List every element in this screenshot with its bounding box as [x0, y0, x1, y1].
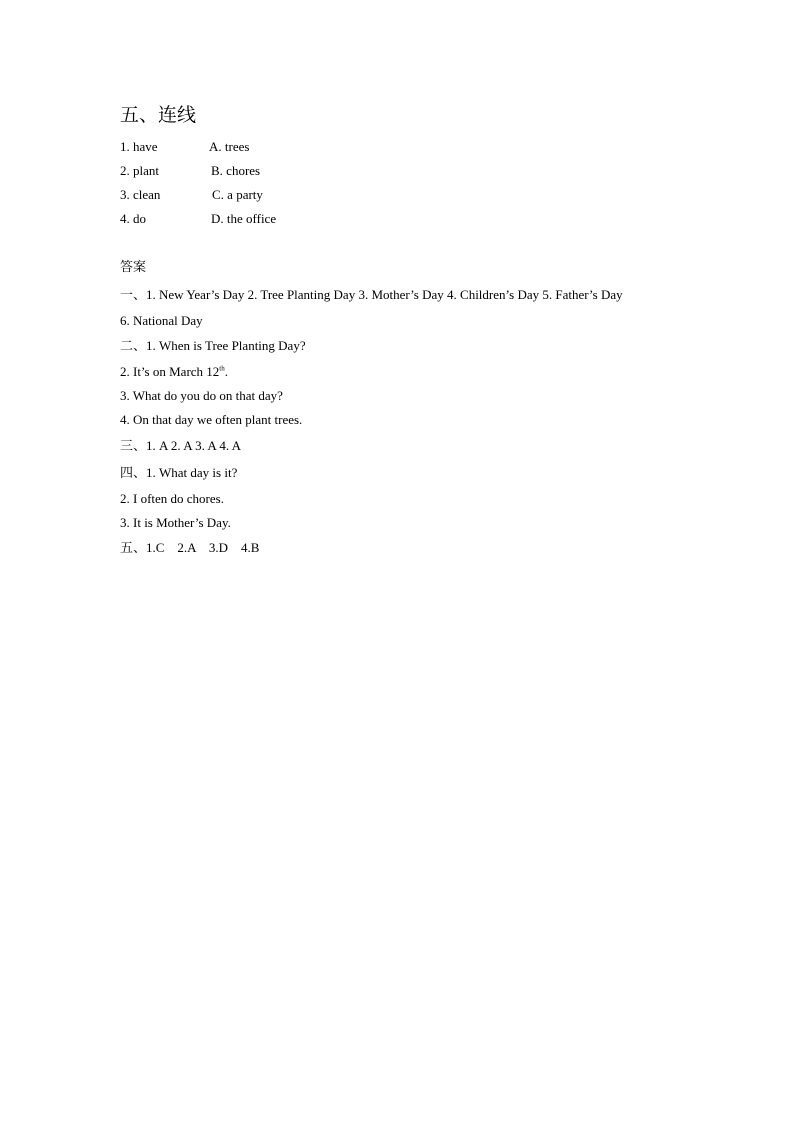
- answer-line: 二、1. When is Tree Planting Day?: [120, 338, 306, 353]
- answer-text: 2. It’s on March 12: [120, 364, 220, 379]
- match-right-item: B. chores: [211, 163, 261, 178]
- answer-line: 3. It is Mother’s Day.: [120, 515, 231, 530]
- answer-line: 三、1. A 2. A 3. A 4. A: [120, 438, 241, 453]
- answer-line: 4. On that day we often plant trees.: [120, 412, 303, 427]
- matching-left-column: [120, 135, 160, 231]
- match-right-item: A. trees: [209, 139, 250, 154]
- answer-period: .: [224, 364, 228, 379]
- answer-line: 3. What do you do on that day?: [120, 388, 283, 403]
- matching-right-column: [209, 135, 276, 231]
- answer-line: 6. National Day: [120, 313, 203, 328]
- answers-title: 答案: [120, 259, 147, 274]
- match-left-item: 1. have: [120, 139, 158, 154]
- section-heading: 五、连线: [120, 105, 197, 126]
- answer-line: [120, 362, 228, 382]
- answer-line: 一、1. New Year’s Day 2. Tree Planting Day 3. Mother’s Day 4. Children’s Day 5. Father’s Day: [120, 287, 623, 302]
- answer-line: 五、1.C 2.A 3.D 4.B: [120, 540, 260, 555]
- match-left-item: 2. plant: [120, 163, 159, 178]
- answer-line: 2. I often do chores.: [120, 491, 224, 506]
- ordinal-suffix: th: [219, 364, 225, 373]
- answer-line: 四、1. What day is it?: [120, 465, 238, 480]
- match-left-item: 3. clean: [120, 187, 161, 202]
- match-right-item: C. a party: [212, 187, 263, 202]
- match-right-item: D. the office: [211, 211, 277, 226]
- match-left-item: 4. do: [120, 211, 146, 226]
